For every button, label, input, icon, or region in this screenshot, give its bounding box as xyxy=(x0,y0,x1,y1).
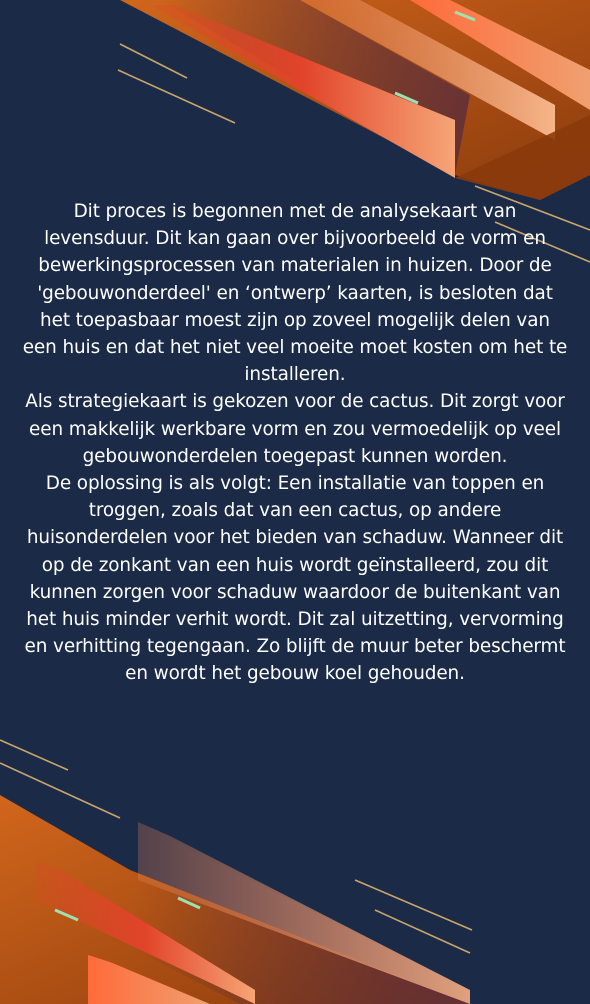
paragraph-analysis: Dit proces is begonnen met de analysekaart van levensduur. Dit kan gaan over bijvoorbeeld de vorm en bewerkingsprocessen van materialen in huizen. Door de 'gebouwonderdeel' en ‘ontwerp’ kaarten, is besloten dat het toepasbaar moest zijn op zoveel mogelijk delen van een huis en dat het niet veel moeite moet kosten om het te installeren. xyxy=(22,201,568,386)
body-text xyxy=(22,198,568,688)
bottom-gold-line-1 xyxy=(0,740,68,770)
bottom-gold-line-3 xyxy=(355,880,472,930)
bottom-gold-line-4 xyxy=(375,910,470,953)
paragraph-solution: De oplossing is als volgt: Een installatie van toppen en troggen, zoals dat van een cactus, op andere huisonderdelen voor het bieden van schaduw. Wanneer dit op de zonkant van een huis wordt geïnstalleerd, zou dit kunnen zorgen voor schaduw waardoor de buitenkant van het huis minder verhit wordt. Dit zal uitzetting, vervorming en verhitting tegengaan. Zo blijft de muur beter beschermt en wordt het gebouw koel gehouden. xyxy=(24,473,566,685)
paragraph-strategy: Als strategiekaart is gekozen voor de cactus. Dit zorgt voor een makkelijk werkbare vorm en zou vermoedelijk op veel gebouwonderdelen toegepast kunnen worden. xyxy=(25,391,565,467)
top-gold-line-1 xyxy=(120,44,187,78)
top-gold-line-2 xyxy=(118,70,235,123)
